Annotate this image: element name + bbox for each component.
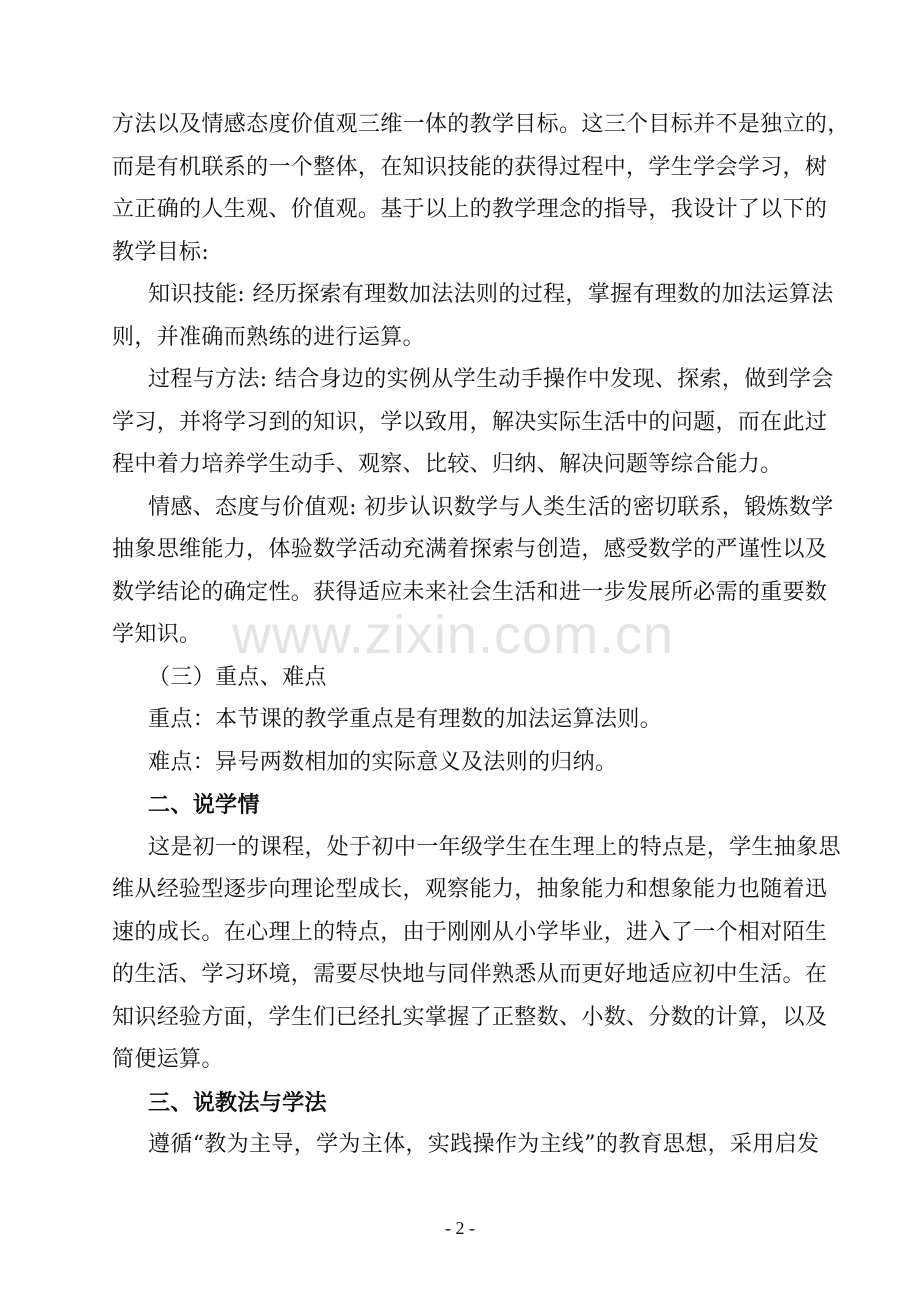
document-body bbox=[112, 104, 850, 1167]
page-number: - 2 - bbox=[445, 1218, 475, 1238]
section-heading-key-points: （三）重点、难点 bbox=[148, 664, 327, 690]
text-line: 数学结论的确定性。获得适应未来社会生活和进一步发展所必需的重要数 bbox=[112, 579, 828, 605]
section-heading-student-analysis: 二、说学情 bbox=[148, 792, 260, 818]
paragraph-process-method: 过程与方法: 结合身边的实例从学生动手操作中发现、探索，做到学会 bbox=[148, 367, 834, 392]
text-line: 抽象思维能力，体验数学活动充满着探索与创造，感受数学的严谨性以及 bbox=[112, 537, 828, 562]
text-line: 速的成长。在心理上的特点，由于刚刚从小学毕业，进入了一个相对陌生 bbox=[112, 919, 828, 945]
text-line: 的生活、学习环境，需要尽快地与同伴熟悉从而更好地适应初中生活。在 bbox=[112, 962, 828, 987]
watermark: www.zixin.com.cn bbox=[232, 605, 675, 665]
paragraph-student-analysis: 这是初一的课程，处于初中一年级学生在生理上的特点是，学生抽象思 bbox=[148, 834, 841, 860]
text-line: 方法以及情感态度价值观三维一体的教学目标。这三个目标并不是独立的， bbox=[112, 112, 850, 137]
text-line: 程中着力培养学生动手、观察、比较、归纳、解决问题等综合能力。 bbox=[112, 452, 783, 477]
text-line: 知识经验方面，学生们已经扎实掌握了正整数、小数、分数的计算，以及 bbox=[112, 1004, 828, 1030]
text-line: 立正确的人生观、价值观。基于以上的教学理念的指导，我设计了以下的 bbox=[112, 197, 828, 222]
paragraph-emotion-values: 情感、态度与价值观: 初步认识数学与人类生活的密切联系，锻炼数学 bbox=[148, 494, 834, 520]
section-heading-teaching-method: 三、说教法与学法 bbox=[148, 1089, 327, 1116]
text-line: 学习，并将学习到的知识，学以致用，解决实际生活中的问题，而在此过 bbox=[112, 409, 828, 435]
text-line: 教学目标: bbox=[112, 239, 210, 265]
key-point-text: 重点：本节课的教学重点是有理数的加法运算法则。 bbox=[148, 707, 663, 732]
text-line: 学知识。 bbox=[112, 622, 202, 647]
text-line: 维从经验型逐步向理论型成长，观察能力，抽象能力和想象能力也随着迅 bbox=[112, 877, 828, 902]
text-line: 而是有机联系的一个整体，在知识技能的获得过程中，学生学会学习，树 bbox=[112, 154, 828, 180]
paragraph-knowledge-skills: 知识技能: 经历探索有理数加法法则的过程，掌握有理数的加法运算法 bbox=[148, 282, 834, 307]
paragraph-teaching-method: 遵循“教为主导，学为主体，实践操作为主线”的教育思想，采用启发 bbox=[148, 1132, 820, 1157]
text-line: 则，并准确而熟练的进行运算。 bbox=[112, 324, 425, 350]
text-line: 简便运算。 bbox=[112, 1047, 224, 1072]
difficult-point-text: 难点：异号两数相加的实际意义及法则的归纳。 bbox=[148, 749, 618, 775]
